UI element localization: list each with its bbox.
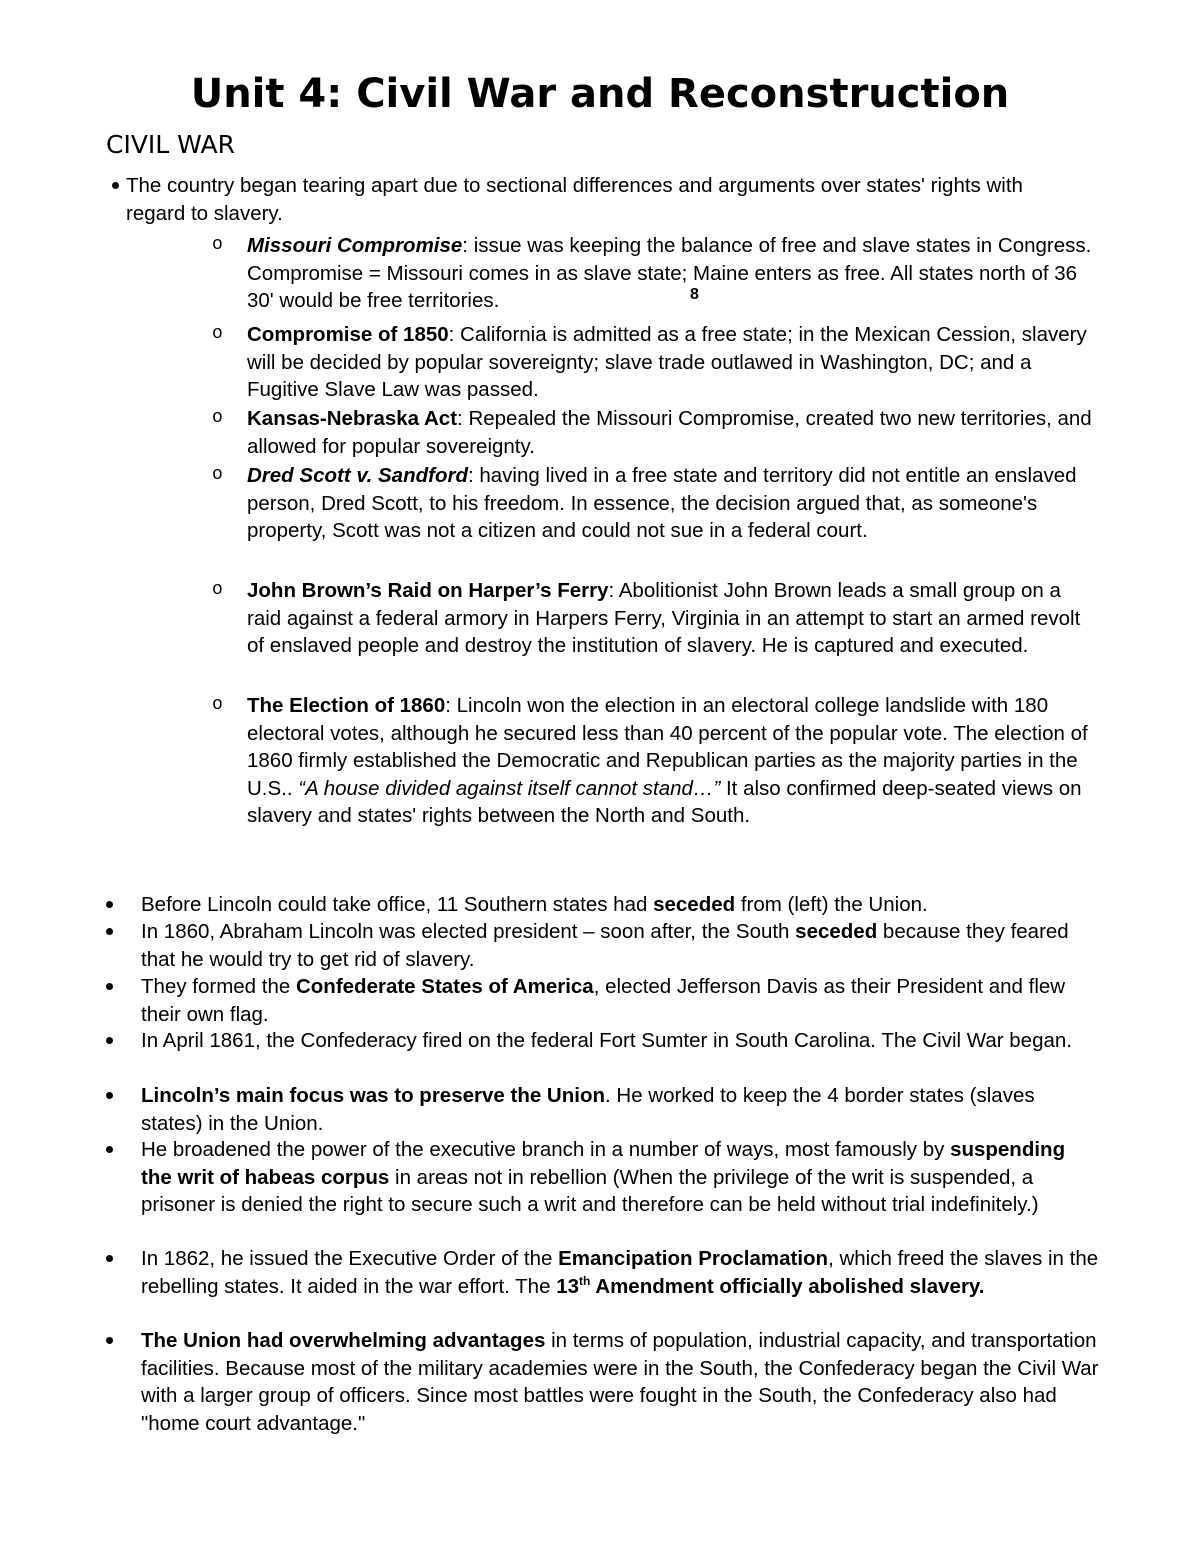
bullet-bold: The Union had overwhelming advantages — [141, 1329, 546, 1352]
page-title: Unit 4: Civil War and Reconstruction — [190, 71, 1010, 117]
bullet-dot — [106, 1146, 113, 1153]
bullet-item — [141, 918, 1101, 973]
superscript: th — [579, 1273, 591, 1288]
circle-bullet-icon: o — [212, 408, 223, 428]
bullet-text: , which freed the slaves in the rebelling states. It aided in the war effort. The — [141, 1247, 1099, 1298]
sub-item-text: : issue was keeping the balance of free and slave states in Congress. Compromise = Missouri comes in as slave state; Maine enters as free. All states north of 36 30' would be free territories. — [247, 234, 1092, 313]
bullet-text: because they feared that he would try to get rid of slavery. — [141, 920, 1069, 971]
bullet-text: He broadened the power of the executive branch in a number of ways, most famously by — [141, 1138, 951, 1161]
bullet-dot — [106, 1092, 113, 1099]
sub-item-kansas-nebraska — [247, 405, 1097, 460]
bullet-item — [141, 1136, 1101, 1219]
bullet-dot — [106, 983, 113, 990]
circle-bullet-icon: o — [212, 235, 223, 255]
sub-item-missouri-compromise — [247, 232, 1097, 315]
bullet-text: They formed the — [141, 975, 296, 998]
bullet-text: , elected Jefferson Davis as their President and flew their own flag. — [141, 975, 1066, 1026]
sub-item-label: Missouri Compromise — [247, 234, 463, 257]
bullet-item — [141, 973, 1101, 1028]
circle-bullet-icon: o — [212, 695, 223, 715]
section-heading: CIVIL WAR — [106, 130, 236, 159]
sub-item-label: The Election of 1860 — [247, 694, 446, 717]
bullet-dot — [106, 901, 113, 908]
bullet-dot — [106, 928, 113, 935]
bullet-text: In April 1861, the Confederacy fired on the federal Fort Sumter in South Carolina. The Civil War began. — [141, 1029, 1072, 1052]
sub-item-label: John Brown’s Raid on Harper’s Ferry — [247, 579, 609, 602]
bullet-dot — [112, 182, 119, 189]
bullet-item — [141, 891, 1101, 919]
bullet-text: from (left) the Union. — [735, 893, 928, 916]
bullet-bold: seceded — [795, 920, 878, 943]
sub-item-election-1860 — [247, 692, 1097, 830]
bullet-dot — [106, 1255, 113, 1262]
bullet-bold: Amendment officially abolished slavery. — [590, 1274, 985, 1298]
bullet-item — [141, 1327, 1101, 1437]
sub-item-dred-scott — [247, 462, 1097, 545]
sub-item-text: : having lived in a free state and territory did not entitle an enslaved person, Dred Scott, to his freedom. In essence, the decision argued that, as someone's property, Scott was not a citizen and could not sue in a federal court. — [247, 464, 1077, 543]
sub-item-text: : Repealed the Missouri Compromise, created two new territories, and allowed for popular sovereignty. — [247, 407, 1092, 458]
bullet-text: Before Lincoln could take office, 11 Southern states had — [141, 893, 654, 916]
bullet-text: in terms of population, industrial capacity, and transportation facilities. Because most of the military academies were in the South, the Confederacy began the Civil War with a larger group of officers. Since most battles were fought in the South, the Confederacy also had "home court advantage." — [141, 1329, 1099, 1435]
sub-item-text: : Lincoln won the election in an electoral college landslide with 180 electoral votes, although he secured less than 40 percent of the popular vote. The election of 1860 firmly established the Democratic and Republican parties as the majority parties in the U.S.. — [247, 694, 1088, 800]
bullet-bold: Confederate States of America — [295, 975, 594, 998]
bullet-text: in areas not in rebellion (When the privilege of the writ is suspended, a prisoner is denied the right to secure such a writ and therefore can be held without trial indefinitely.) — [141, 1165, 1039, 1217]
bullet-text: In 1862, he issued the Executive Order of the — [141, 1247, 559, 1270]
page-number: 8 — [690, 286, 699, 303]
bullet-bold: Lincoln’s main focus was to preserve the Union — [141, 1084, 606, 1107]
bullet-bold: seceded — [653, 893, 736, 916]
bullet-dot — [106, 1037, 113, 1044]
sub-item-john-brown — [247, 577, 1097, 660]
bullet-item — [141, 1027, 1101, 1055]
bullet-text: In 1860, Abraham Lincoln was elected president – soon after, the South — [141, 920, 796, 943]
bullet-dot — [106, 1337, 113, 1344]
sub-item-label: Dred Scott v. Sandford — [247, 464, 468, 487]
lincoln-quote: “A house divided against itself cannot stand…” — [298, 776, 721, 800]
sub-item-label: Kansas-Nebraska Act — [247, 407, 458, 430]
sub-item-text: : California is admitted as a free state; in the Mexican Cession, slavery will be decided by popular sovereignty; slave trade outlawed in Washington, DC; and a Fugitive Slave Law was passed. — [247, 323, 1087, 402]
bullet-text: . He worked to keep the 4 border states (slaves states) in the Union. — [141, 1084, 1035, 1135]
sub-item-text: It also confirmed deep-seated views on slavery and states' rights between the North and South. — [247, 776, 1082, 828]
bullet-item — [141, 1082, 1101, 1137]
circle-bullet-icon: o — [212, 580, 223, 600]
bullet-bold: Emancipation Proclamation — [558, 1247, 829, 1270]
sub-item-label: Compromise of 1850 — [247, 323, 449, 346]
sub-item-compromise-1850 — [247, 321, 1097, 404]
sub-item-text: : Abolitionist John Brown leads a small group on a raid against a federal armory in Harpers Ferry, Virginia in an attempt to start an armed revolt of enslaved people and destroy the institution of slavery. He is captured and executed. — [247, 579, 1081, 658]
bullet-bold: suspending the writ of habeas corpus — [141, 1138, 1066, 1189]
circle-bullet-icon: o — [212, 465, 223, 485]
intro-bullet-text: The country began tearing apart due to sectional differences and arguments over states' rights with regard to slavery. — [126, 174, 1023, 225]
bullet-item — [141, 1245, 1101, 1300]
bullet-bold: 13 — [556, 1274, 579, 1298]
circle-bullet-icon: o — [212, 324, 223, 344]
